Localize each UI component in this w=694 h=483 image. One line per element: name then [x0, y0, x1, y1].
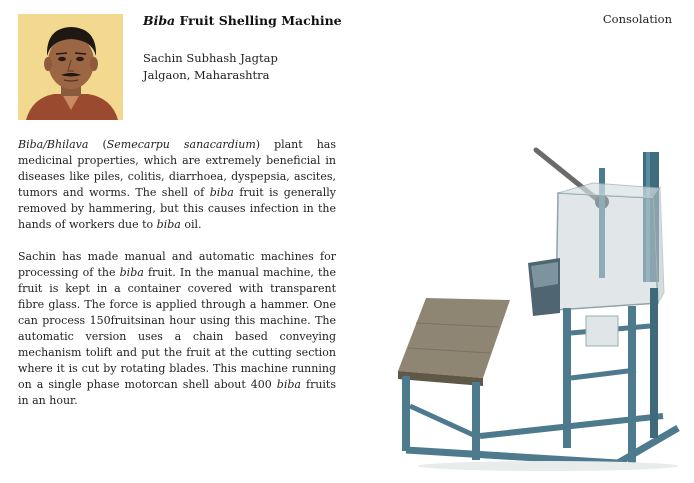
- p1-s7: biba: [156, 218, 181, 231]
- author-name: Sachin Subhash Jagtap: [143, 51, 278, 65]
- category-label: Consolation: [602, 12, 672, 26]
- paragraph-1: [18, 137, 336, 233]
- page-title: [143, 13, 342, 28]
- title-rest: Fruit Shelling Machine: [175, 13, 342, 28]
- article-body: [18, 137, 336, 425]
- author-location: Jalgaon, Maharashtra: [143, 68, 270, 82]
- p2-s3: fruit. In the manual machine, the fruit is kept in a container covered with transparent fibre glass. The force is applied through a hammer. One can process 150fruitsinan hour using this machine. The automatic version uses a chain based conveying mechanism tolift and put the fruit at the cutting section where it is cut by rotating blades. This machine running on a single phase motorcan shell about 400: [18, 266, 336, 391]
- title-italic: Biba: [143, 13, 176, 28]
- p1-s4: ) plant has medicinal properties, which are extremely beneficial in diseases like piles, colitis, diarrhoea, dyspepsia, ascites, tumors and worms. The shell of: [18, 138, 336, 199]
- author-portrait-image: [18, 14, 123, 120]
- shelling-machine-image: [388, 138, 688, 473]
- p1-s6: fruit is generally removed by hammering, but this causes infection in the hands of workers due to: [18, 186, 336, 231]
- p2-s5: fruits in an hour.: [18, 378, 336, 407]
- machine-photo: [388, 138, 688, 473]
- p1-s8: oil.: [180, 218, 202, 231]
- p2-s2: biba: [119, 266, 144, 279]
- p1-s1: Biba/Bhilava: [18, 138, 89, 151]
- p1-s5: biba: [209, 186, 234, 199]
- author-photo: [18, 14, 123, 120]
- author-block: [143, 50, 278, 84]
- paragraph-2: [18, 249, 336, 409]
- p1-s3: Semecarpu sanacardium: [106, 138, 256, 151]
- p1-s2: (: [88, 138, 107, 151]
- p2-s4: biba: [276, 378, 301, 391]
- p2-s1: Sachin has made manual and automatic machines for processing of the: [18, 250, 336, 279]
